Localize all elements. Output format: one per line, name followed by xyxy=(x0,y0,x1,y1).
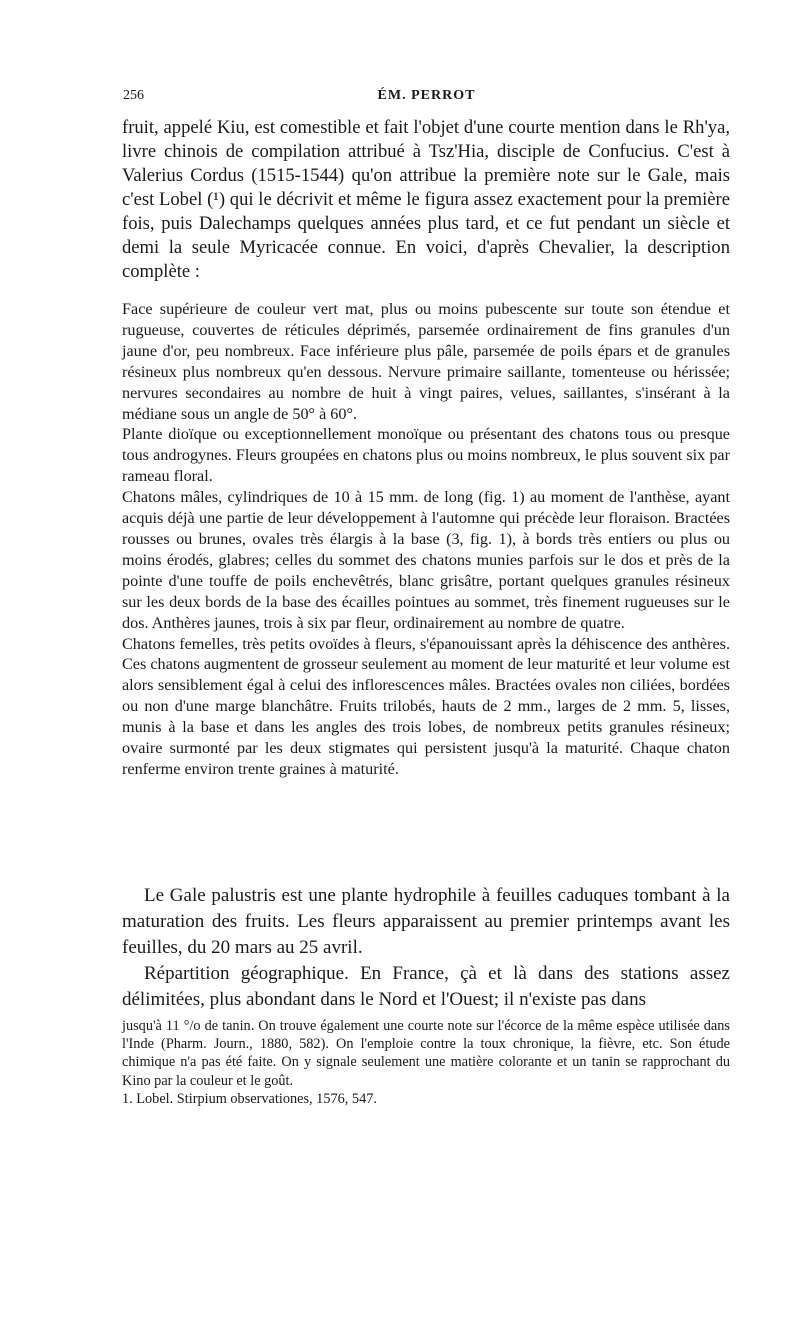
description-paragraph-male-catkins: Chatons mâles, cylindriques de 10 à 15 mm. de long (fig. 1) au moment de l'anthèse, ayant acquis déjà une partie de leur développement à l'automne qui précède leur floraison. Bractées rousses ou brunes, ovales très élargis à la base (3, fig. 1), à bords très entiers ou plus ou moins érodés, glabres; celles du sommet des chatons munies parfois sur le dos et près de la pointe d'une touffe de poils enchevêtrés, blanc grisâtre, portant quelques granules résineux sur les deux bords de la base des écailles pointues au sommet, très finement rugueuses sur le dos. Anthères jaunes, trois à six par fleur, ordinairement au nombre de quatre. xyxy=(122,488,730,632)
description-quote xyxy=(122,299,730,780)
footnotes xyxy=(122,1017,730,1108)
habitat-paragraph: Le Gale palustris est une plante hydrophile à feuilles caduques tombant à la maturation des fruits. Les fleurs apparaissent au premier printemps avant les feuilles, du 20 mars au 25 avril. xyxy=(122,885,730,958)
intro-text xyxy=(122,116,730,284)
running-title: ÉM. PERROT xyxy=(377,88,476,103)
description-paragraph-leaves: Face supérieure de couleur vert mat, plus ou moins pubescente sur toute son étendue et rugueuse, couvertes de réticules déprimés, parsemée ordinairement de fins granules d'un jaune d'or, peu nombreux. Face inférieure plus pâle, parsemée de poils épars et de granules résineux plus nombreux qu'en dessous. Nervure primaire saillante, tomenteuse ou hérissée; nervures secondaires au nombre de huit à vingt paires, velues, saillantes, s'insérant à la médiane sous un angle de 50° à 60°. xyxy=(122,300,730,423)
footnote-continued: jusqu'à 11 °/o de tanin. On trouve également une courte note sur l'écorce de la même espèce utilisée dans l'Inde (Pharm. Journ., 1880, 582). On l'emploie contre la toux chronique, la fièvre, etc. Son étude chimique n'a pas été faite. On y signale seulement une matière colorante et un tanin se rapprochant du Kino par la couleur et le goût. xyxy=(122,1018,730,1089)
footnote-1: 1. Lobel. Stirpium observationes, 1576, 547. xyxy=(122,1090,377,1107)
distribution-paragraph: Répartition géographique. En France, çà et là dans des stations assez délimitées, plus abondant dans le Nord et l'Ouest; il n'existe pas dans xyxy=(122,963,730,1010)
description-paragraph-female-catkins: Chatons femelles, très petits ovoïdes à fleurs, s'épanouissant après la déhiscence des anthères. Ces chatons augmentent de grosseur seulement au moment de leur maturité et leur volume est alors sensiblement égal à celui des inflorescences mâles. Bractées ovales non ciliées, bordées ou non d'une marge blanchâtre. Fruits trilobés, hauts de 2 mm., larges de 2 mm. 5, lisses, munis à la base et dans les angles des trois lobes, de nombreux petits granules résineux; ovaire surmonté par les deux stigmates qui persistent jusqu'à la maturité. Chaque chaton renferme environ trente graines à maturité. xyxy=(122,634,730,778)
main-text xyxy=(122,883,730,1013)
intro-paragraph: fruit, appelé Kiu, est comestible et fait l'objet d'une courte mention dans le Rh'ya, livre chinois de compilation attribué à Tsz'Hia, disciple de Confucius. C'est à Valerius Cordus (1515-1544) qu'on attribue la première note sur le Gale, mais c'est Lobel (¹) qui le décrivit et même le figura assez exactement pour la première fois, puis Dalechamps quelques années plus tard, et ce fut pendant un siècle et demi la seule Myricacée connue. En voici, d'après Chevalier, la description complète : xyxy=(122,117,730,282)
description-paragraph-plant: Plante dioïque ou exceptionnellement monoïque ou présentant des chatons tous ou presque tous androgynes. Fleurs groupées en chatons plus ou moins nombreux, le plus souvent six par rameau floral. xyxy=(122,425,730,486)
page-number: 256 xyxy=(123,88,144,103)
running-header xyxy=(123,86,730,110)
